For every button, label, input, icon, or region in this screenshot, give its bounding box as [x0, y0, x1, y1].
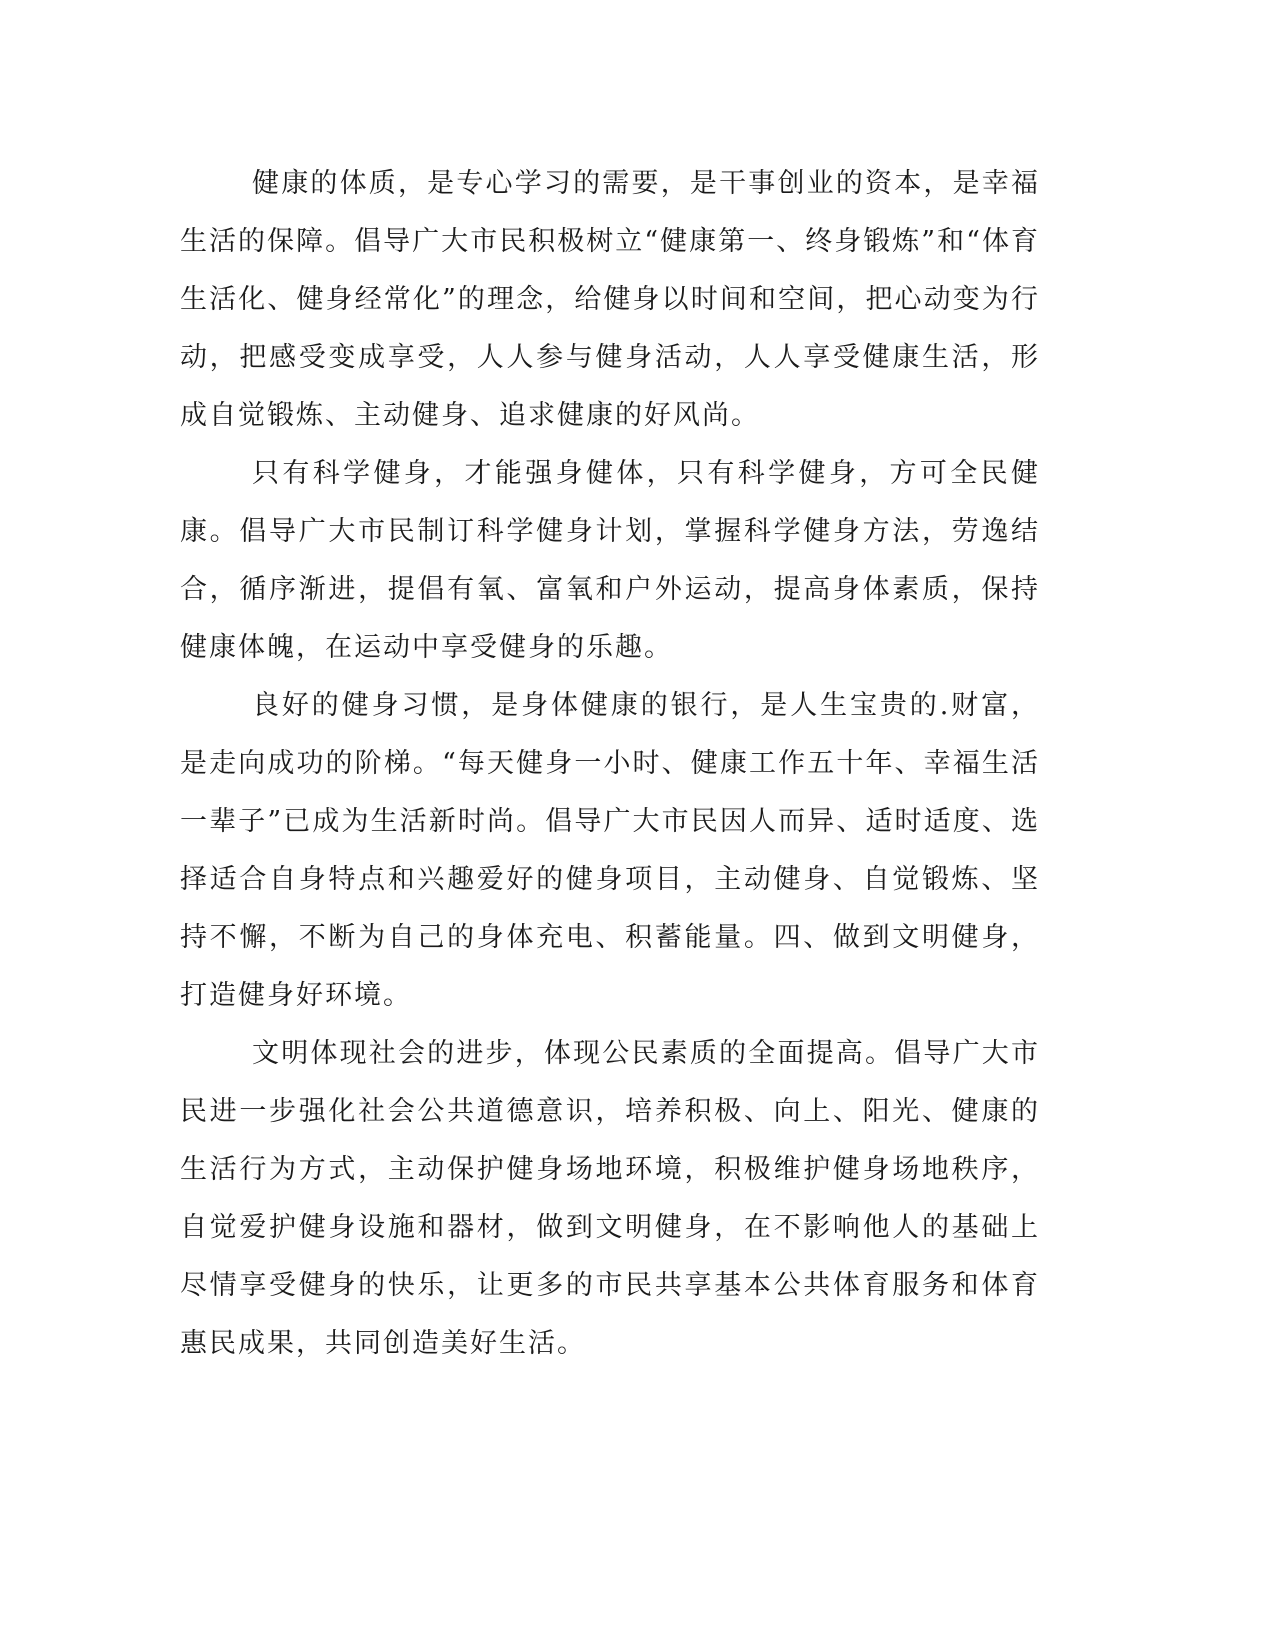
- paragraph-4: 文明体现社会的进步，体现公民素质的全面提高。倡导广大市民进一步强化社会公共道德意识，培养积极、向上、阳光、健康的生活行为方式，主动保护健身场地环境，积极维护健身场地秩序，自觉爱护健身设施和器材，做到文明健身，在不影响他人的基础上尽情享受健身的快乐，让更多的市民共享基本公共体育服务和体育惠民成果，共同创造美好生活。: [180, 1038, 1040, 1359]
- document-body: [180, 155, 1040, 1373]
- paragraph-2: 只有科学健身，才能强身健体，只有科学健身，方可全民健康。倡导广大市民制订科学健身计划，掌握科学健身方法，劳逸结合，循序渐进，提倡有氧、富氧和户外运动，提高身体素质，保持健康体魄，在运动中享受健身的乐趣。: [180, 458, 1040, 663]
- paragraph-3: 良好的健身习惯，是身体健康的银行，是人生宝贵的.财富，是走向成功的阶梯。“每天健身一小时、健康工作五十年、幸福生活一辈子”已成为生活新时尚。倡导广大市民因人而异、适时适度、选择适合自身特点和兴趣爱好的健身项目，主动健身、自觉锻炼、坚持不懈，不断为自己的身体充电、积蓄能量。四、做到文明健身，打造健身好环境。: [180, 690, 1040, 1011]
- paragraph-1: 健康的体质，是专心学习的需要，是干事创业的资本，是幸福生活的保障。倡导广大市民积极树立“健康第一、终身锻炼”和“体育生活化、健身经常化”的理念，给健身以时间和空间，把心动变为行动，把感受变成享受，人人参与健身活动，人人享受健康生活，形成自觉锻炼、主动健身、追求健康的好风尚。: [180, 168, 1040, 431]
